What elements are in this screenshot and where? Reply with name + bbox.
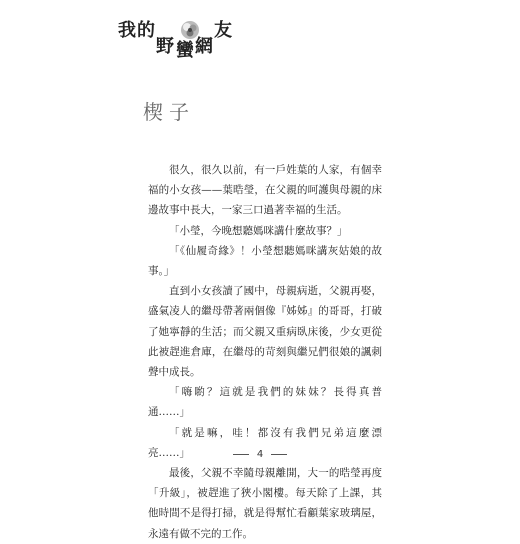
footer-dash-right	[271, 454, 287, 455]
logo-char: 野	[156, 36, 174, 57]
body-text	[148, 160, 382, 544]
paragraph: 「嗨喲？這就是我們的妹妹？長得真普通……」	[148, 386, 382, 419]
chapter-title: 楔子	[143, 100, 195, 124]
series-logo	[118, 18, 248, 66]
paragraph: 「《仙履奇緣》！小瑩想聽媽咪講灰姑娘的故事。」	[148, 244, 382, 278]
logo-char: 的	[137, 20, 155, 41]
paragraph: 「小瑩，今晚想聽媽咪講什麼故事？」	[169, 224, 348, 237]
page-number: 4	[256, 449, 264, 460]
logo-char: 友	[214, 20, 232, 41]
logo-char: 網	[195, 36, 213, 57]
page-footer	[0, 449, 520, 460]
paragraph: 很久，很久以前，有一戶姓葉的人家，有個幸福的小女孩——葉晧瑩，在父親的呵護與母親的床邊故事中長大，一家三口過著幸福的生活。	[148, 164, 382, 217]
paragraph: 「就是嘛，哇！都沒有我們兄弟這麼漂亮……」	[148, 426, 382, 459]
flower-icon	[178, 18, 202, 42]
footer-dash-left	[233, 454, 249, 455]
logo-char: 蠻	[176, 40, 194, 61]
logo-char: 我	[118, 20, 136, 41]
paragraph: 最後，父親不幸隨母親離開，大一的晧瑩再度「升級」，被趕進了狹小閣樓。每天除了上課，其他時間不是得打掃，就是得幫忙看顧葉家玻璃屋，永遠有做不完的工作。	[148, 467, 382, 540]
paragraph: 直到小女孩讀了國中，母親病逝，父親再娶，盛氣凌人的繼母帶著兩個像『姊姊』的哥哥，打破了她寧靜的生活；而父親又重病臥床後，少女更從此被趕進倉庫，在繼母的苛刻與繼兄們很娘的諷刺聲中成長。	[148, 285, 382, 379]
